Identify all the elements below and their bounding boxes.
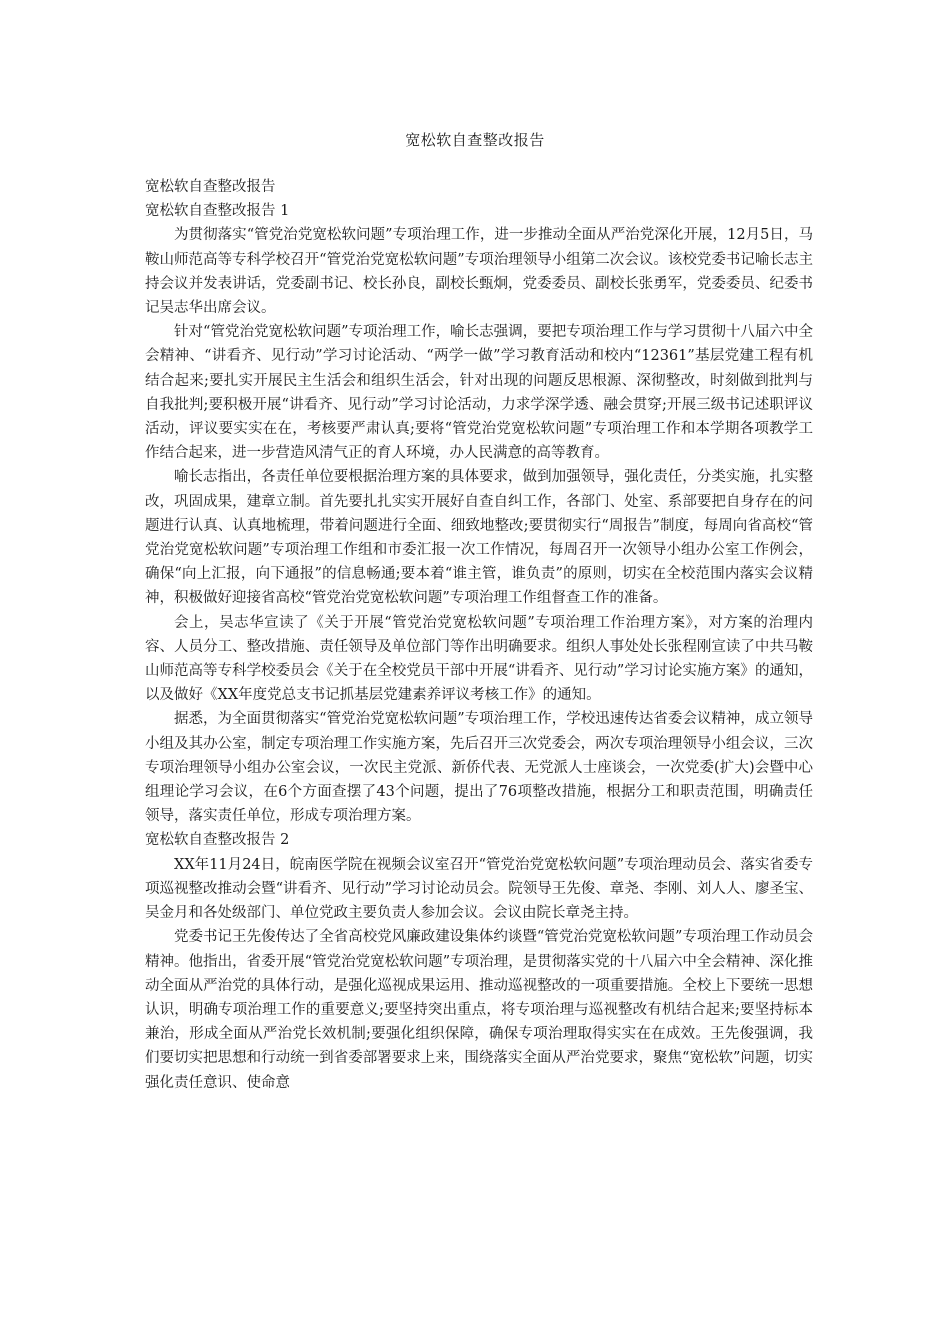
paragraph: 会上，吴志华宣读了《关于开展“管党治党宽松软问题”专项治理工作治理方案》，对方案的治理内容、人员分工、整改措施、责任领导及单位部门等作出明确要求。组织人事处处长张程刚宣读了中共马鞍山师范高等专科学校委员会《关于在全校党员干部中开展“讲看齐、见行动”学习讨论实施方案》的通知，以及做好《XX年度党总支书记抓基层党建素养评议考核工作》的通知。 <box>145 614 813 704</box>
document-body <box>145 175 813 1095</box>
section-heading: 宽松软自查整改报告 2 <box>145 832 290 849</box>
paragraph: 据悉，为全面贯彻落实“管党治党宽松软问题”专项治理工作，学校迅速传达省委会议精神，成立领导小组及其办公室，制定专项治理工作实施方案，先后召开三次党委会，两次专项治理领导小组会议，三次专项治理领导小组办公室会议，一次民主党派、新侨代表、无党派人士座谈会，一次党委(扩大)会暨中心组理论学习会议，在6个方面查摆了43个问题，提出了76项整改措施，根据分工和职责范围，明确责任领导，落实责任单位，形成专项治理方案。 <box>145 711 813 825</box>
paragraph: 针对“管党治党宽松软问题”专项治理工作，喻长志强调，要把专项治理工作与学习贯彻十八届六中全会精神、“讲看齐、见行动”学习讨论活动、“两学一做”学习教育活动和校内“12361”基层党建工程有机结合起来;要扎实开展民主生活会和组织生活会，针对出现的问题反思根源、深彻整改，时刻做到批判与自我批判;要积极开展“讲看齐、见行动”学习讨论活动，力求学深学透、融会贯穿;开展三级书记述职评议活动，评议要实实在在，考核要严肃认真;要将“管党治党宽松软问题”专项治理工作和本学期各项教学工作结合起来，进一步营造风清气正的育人环境，办人民满意的高等教育。 <box>145 324 813 462</box>
paragraph: 为贯彻落实“管党治党宽松软问题”专项治理工作，进一步推动全面从严治党深化开展，12月5日，马鞍山师范高等专科学校召开“管党治党宽松软问题”专项治理领导小组第二次会议。该校党委书记喻长志主持会议并发表讲话，党委副书记、校长孙良，副校长甄炯，党委委员、副校长张勇军，党委委员、纪委书记吴志华出席会议。 <box>145 227 813 317</box>
paragraph: 党委书记王先俊传达了全省高校党风廉政建设集体约谈暨“管党治党宽松软问题”专项治理工作动员会精神。他指出，省委开展“管党治党宽松软问题”专项治理，是贯彻落实党的十八届六中全会精神、深化推动全面从严治党的具体行动，是强化巡视成果运用、推动巡视整改的一项重要措施。全校上下要统一思想认识，明确专项治理工作的重要意义;要坚持突出重点，将专项治理与巡视整改有机结合起来;要坚持标本兼治，形成全面从严治党长效机制;要强化组织保障，确保专项治理取得实实在在成效。王先俊强调，我们要切实把思想和行动统一到省委部署要求上来，围绕落实全面从严治党要求，聚焦“宽松软”问题，切实强化责任意识、使命意 <box>145 929 813 1091</box>
paragraph: 喻长志指出，各责任单位要根据治理方案的具体要求，做到加强领导，强化责任，分类实施，扎实整改，巩固成果，建章立制。首先要扎扎实实开展好自查自纠工作，各部门、处室、系部要把自身存在的问题进行认真、认真地梳理，带着问题进行全面、细致地整改;要贯彻实行“周报告”制度，每周向省高校“管党治党宽松软问题”专项治理工作组和市委汇报一次工作情况，每周召开一次领导小组办公室工作例会，确保“向上汇报，向下通报”的信息畅通;要本着“谁主管，谁负责”的原则，切实在全校范围内落实会议精神，积极做好迎接省高校“管党治党宽松软问题”专项治理工作组督查工作的准备。 <box>145 469 813 607</box>
document-subtitle: 宽松软自查整改报告 <box>145 179 276 195</box>
paragraph: XX年11月24日，皖南医学院在视频会议室召开“管党治党宽松软问题”专项治理动员会、落实省委专项巡视整改推动会暨“讲看齐、见行动”学习讨论动员会。院领导王先俊、章尧、李刚、刘人人、廖圣宝、吴金月和各处级部门、单位党政主要负责人参加会议。会议由院长章尧主持。 <box>145 856 813 922</box>
section-heading: 宽松软自查整改报告 1 <box>145 203 290 220</box>
document-title: 宽松软自查整改报告 <box>405 131 545 149</box>
